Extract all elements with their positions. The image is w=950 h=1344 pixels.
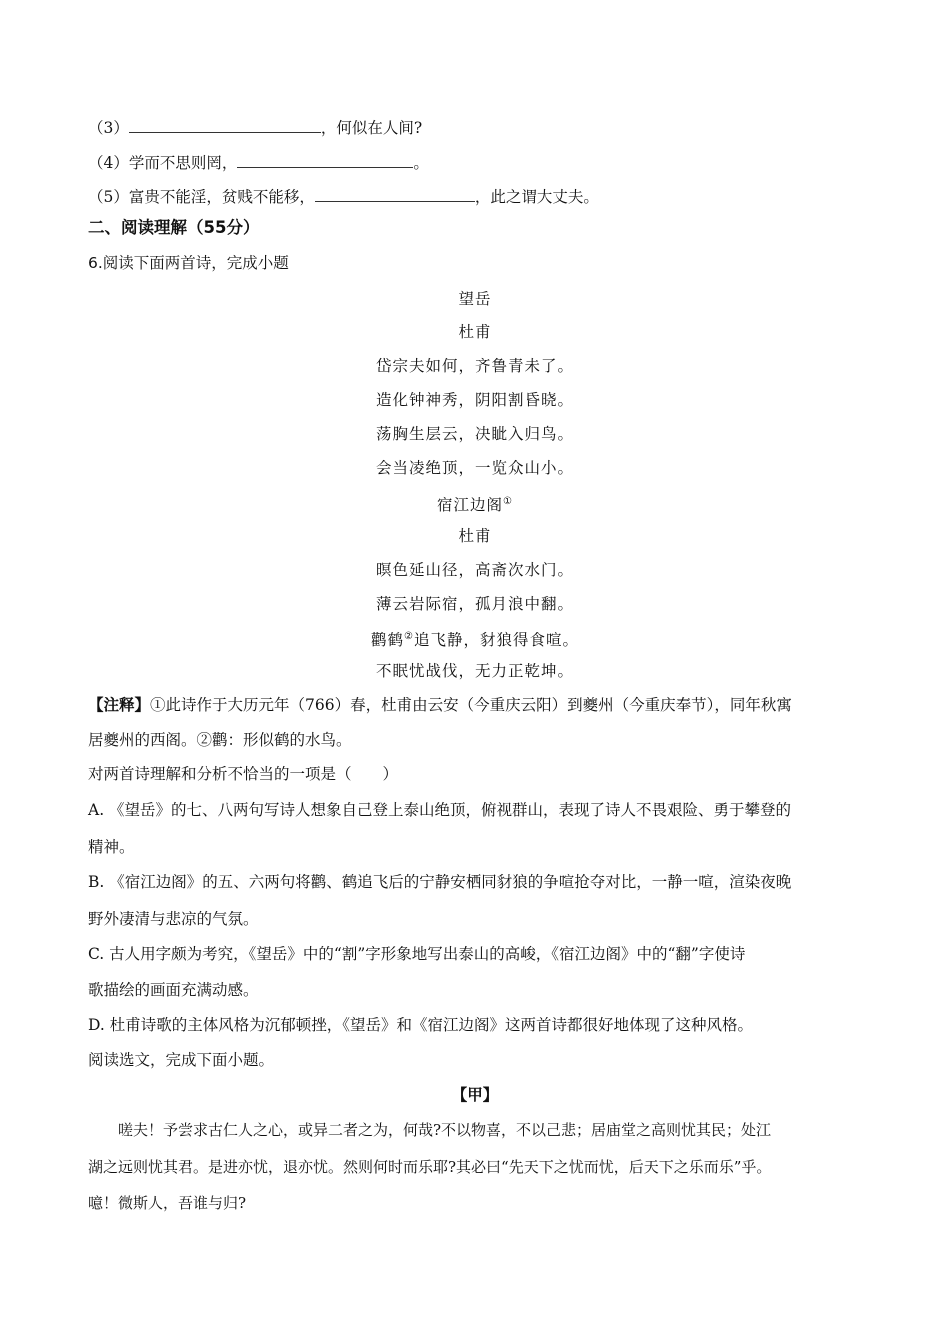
poem2-line: 不眠忧战伐，无力正乾坤。 — [375, 662, 574, 680]
footnote-marker: ② — [404, 631, 414, 642]
item-text-before: 学而不思则罔， — [128, 154, 238, 172]
footnote-marker: ① — [503, 496, 513, 507]
reading-prompt: 阅读选文，完成下面小题。 — [88, 1051, 275, 1069]
poem2-title-text: 宿江边阁 — [437, 496, 504, 515]
poem2-author: 杜甫 — [458, 527, 492, 545]
option-c[interactable]: C. 古人用字颇为考究，《望岳》中的“割”字形象地写出泰山的高峻，《宿江边阁》中的“翻”字使诗 — [88, 945, 746, 963]
section-title: 二、阅读理解（55分） — [88, 218, 260, 237]
poem2-line: 暝色延山径，高斋次水门。 — [375, 561, 574, 579]
poem1-line: 会当凌绝顶，一览众山小。 — [375, 459, 574, 477]
option-a[interactable]: A. 《望岳》的七、八两句写诗人想象自己登上泰山绝顶，俯视群山，表现了诗人不畏艰险、勇于攀登的 — [88, 801, 792, 819]
annotation — [88, 695, 792, 715]
poem1-line: 岱宗夫如何，齐鲁青未了。 — [375, 357, 574, 375]
poem1-author: 杜甫 — [458, 323, 492, 341]
item-number: （3） — [88, 119, 129, 137]
item-text-after: ，何似在人间? — [320, 119, 423, 137]
question-stem: 对两首诗理解和分析不恰当的一项是（ ） — [88, 765, 399, 783]
poem1-line: 荡胸生层云，决眦入归鸟。 — [375, 425, 574, 443]
poem1-title: 望岳 — [458, 290, 492, 308]
poem2-line — [0, 627, 950, 650]
option-b[interactable]: B. 《宿江边阁》的五、六两句将鹳、鹤追飞后的宁静安栖同豺狼的争喧抢夺对比，一静一喧，渲染夜晚 — [88, 873, 792, 891]
item-text-after: ，此之谓大丈夫。 — [474, 188, 599, 206]
passage-line: 湖之远则忧其君。是进亦忧，退亦忧。然则何时而乐耶?其必曰“先天下之忧而忧，后天下之乐而乐”乎。 — [88, 1158, 772, 1176]
option-d[interactable]: D. 杜甫诗歌的主体风格为沉郁顿挫，《望岳》和《宿江边阁》这两首诗都很好地体现了这种风格。 — [88, 1016, 753, 1034]
answer-blank[interactable] — [315, 185, 475, 202]
option-a-cont: 精神。 — [88, 838, 135, 856]
blank-item-4 — [88, 151, 429, 173]
item-number: （4） — [88, 154, 129, 172]
item-text-after: 。 — [413, 154, 429, 172]
poem2-line-part: 鹳鹤 — [371, 631, 405, 650]
annotation-label: 【注释】 — [88, 695, 151, 714]
item-text-before: 富贵不能淫，贫贱不能移， — [128, 188, 315, 206]
item-number: （5） — [88, 188, 129, 206]
poem2-title — [0, 492, 950, 515]
poem1-line: 造化钟神秀，阴阳割昏晓。 — [375, 391, 574, 409]
option-c-cont: 歌描绘的画面充满动感。 — [88, 981, 259, 999]
answer-blank[interactable] — [129, 116, 321, 133]
question-6-prompt: 6.阅读下面两首诗，完成小题 — [88, 254, 289, 272]
annotation-continued: 居夔州的西阁。②鹳：形似鹤的水鸟。 — [88, 731, 352, 749]
poem2-line: 薄云岩际宿，孤月浪中翻。 — [375, 595, 574, 613]
answer-blank[interactable] — [237, 151, 413, 168]
option-b-cont: 野外凄清与悲凉的气氛。 — [88, 910, 259, 928]
poem2-line-part: 追飞静，豺狼得食喧。 — [413, 631, 579, 650]
blank-item-5 — [88, 185, 599, 207]
annotation-text: ①此诗作于大历元年（766）春，杜甫由云安（今重庆云阳）到夔州（今重庆奉节），同年秋寓 — [150, 696, 792, 714]
passage-line: 噫！微斯人，吾谁与归? — [88, 1194, 247, 1212]
passage-line: 嗟夫！予尝求古仁人之心，或异二者之为，何哉?不以物喜，不以己悲；居庙堂之高则忧其民；处江 — [118, 1121, 772, 1139]
passage-label: 【甲】 — [451, 1085, 499, 1104]
blank-item-3 — [88, 116, 422, 138]
